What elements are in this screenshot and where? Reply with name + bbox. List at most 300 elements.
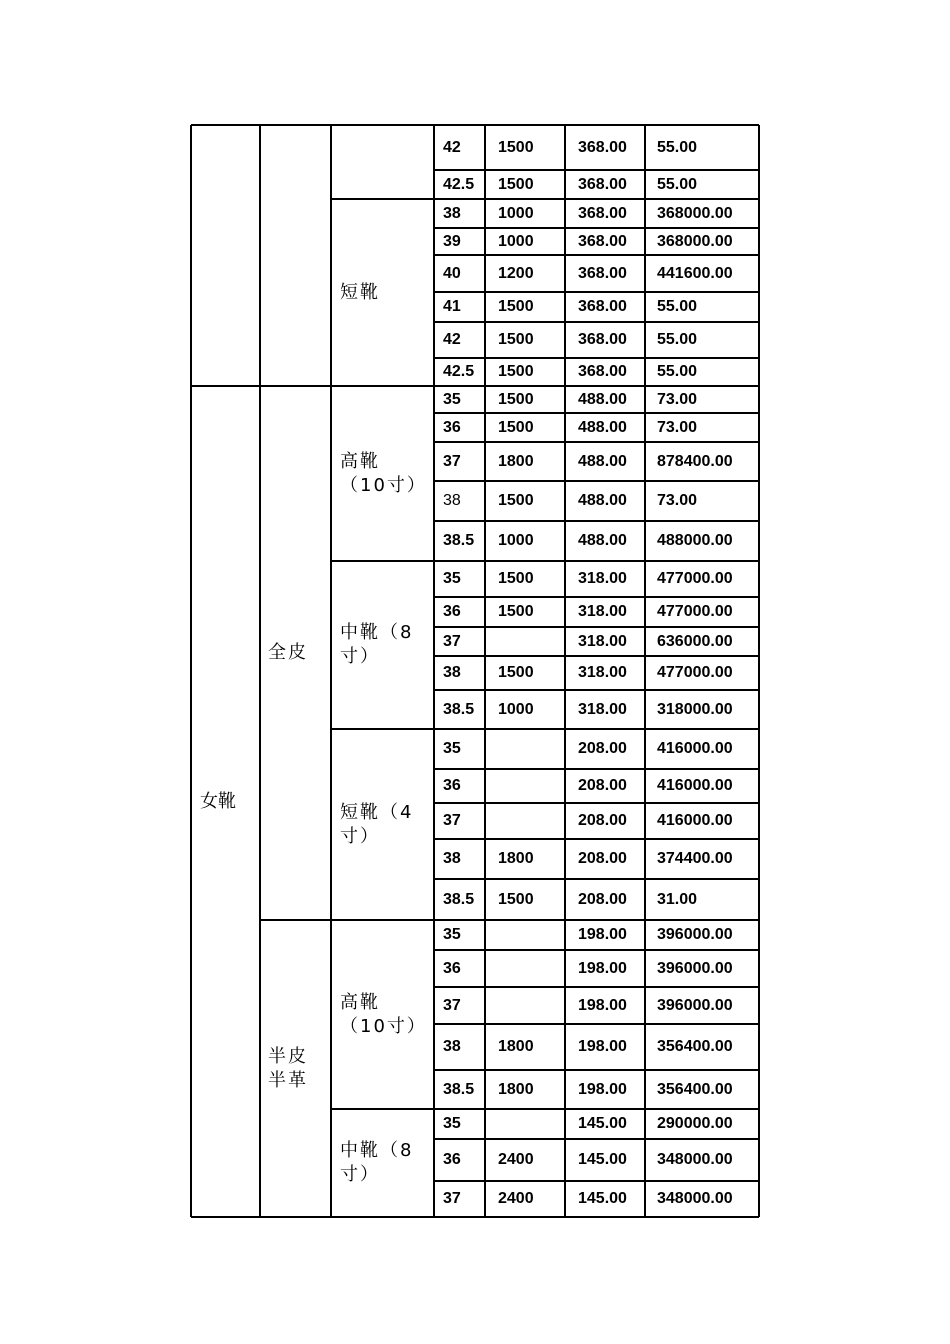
cell-qty-text: 1800 [498, 452, 534, 470]
cell-qty [498, 170, 565, 199]
cell-price [578, 656, 645, 690]
cell-price-text: 368.00 [578, 138, 627, 156]
cell-price-text: 145.00 [578, 1115, 627, 1132]
cell-total [657, 879, 759, 920]
cell-qty [498, 322, 565, 358]
cell-total-text: 55.00 [657, 175, 698, 193]
cell-total [657, 255, 759, 292]
cell-size [443, 521, 485, 561]
cell-total-text: 396000.00 [657, 926, 733, 943]
table-hline [434, 357, 759, 359]
cell-size-text: 42 [443, 138, 461, 156]
table-hline [434, 254, 759, 256]
cell-total [657, 1181, 759, 1217]
cell-price-text: 318.00 [578, 570, 627, 587]
category-label [200, 386, 257, 1217]
cell-total [657, 987, 759, 1024]
cell-price [578, 1070, 645, 1109]
cell-size-text: 38 [443, 492, 461, 509]
category-label-text: 女靴 [200, 790, 236, 812]
table-vline [484, 125, 486, 1217]
cell-qty [498, 228, 565, 255]
cell-qty [498, 879, 565, 920]
cell-qty-text: 1500 [498, 492, 534, 509]
cell-price [578, 413, 645, 442]
cell-size-text: 42.5 [443, 363, 475, 380]
cell-size-text: 37 [443, 1190, 461, 1207]
cell-price-text: 208.00 [578, 890, 627, 908]
cell-price [578, 481, 645, 521]
style-label-text: 中靴（8寸） [340, 622, 414, 667]
table-hline [434, 768, 759, 770]
cell-size-text: 40 [443, 264, 461, 282]
cell-price-text: 368.00 [578, 331, 627, 348]
cell-price-text: 488.00 [578, 452, 627, 470]
cell-price-text: 368.00 [578, 175, 627, 193]
table-hline [331, 1216, 434, 1218]
cell-price [578, 920, 645, 950]
table-hline [434, 1138, 759, 1140]
cell-qty [498, 413, 565, 442]
cell-total [657, 292, 759, 322]
table-hline [191, 1216, 260, 1218]
cell-price-text: 198.00 [578, 1080, 627, 1098]
style-label-text: 短靴（4寸） [340, 801, 414, 847]
cell-size [443, 442, 485, 481]
cell-qty-text: 1500 [498, 175, 534, 193]
cell-size-text: 37 [443, 812, 461, 829]
cell-total [657, 199, 759, 228]
cell-qty [498, 442, 565, 481]
cell-size-text: 39 [443, 232, 461, 250]
cell-size [443, 839, 485, 879]
cell-qty-text: 2400 [498, 1190, 534, 1207]
cell-total [657, 358, 759, 386]
cell-size [443, 597, 485, 627]
cell-total-text: 878400.00 [657, 452, 733, 470]
table-hline [331, 198, 434, 200]
cell-qty [498, 627, 565, 656]
cell-size [443, 413, 485, 442]
table-vline [330, 125, 332, 1217]
cell-total-text: 368000.00 [657, 204, 733, 222]
cell-price-text: 318.00 [578, 700, 627, 718]
table-hline [331, 385, 434, 387]
cell-total-text: 477000.00 [657, 603, 733, 620]
cell-size-text: 36 [443, 603, 461, 620]
cell-price [578, 803, 645, 839]
cell-qty-text: 1800 [498, 1080, 534, 1098]
cell-size [443, 1070, 485, 1109]
cell-total-text: 477000.00 [657, 570, 733, 587]
cell-qty [498, 199, 565, 228]
cell-size-text: 38 [443, 204, 461, 222]
table-hline [434, 441, 759, 443]
cell-qty [498, 987, 565, 1024]
cell-qty [498, 690, 565, 729]
cell-total-text: 73.00 [657, 418, 698, 436]
cell-total-text: 73.00 [657, 492, 698, 509]
cell-qty [498, 803, 565, 839]
cell-price [578, 690, 645, 729]
cell-price [578, 322, 645, 358]
cell-price [578, 442, 645, 481]
cell-total [657, 561, 759, 597]
cell-size-text: 35 [443, 570, 461, 587]
cell-size-text: 38.5 [443, 532, 475, 549]
cell-price [578, 729, 645, 769]
cell-qty-text: 1500 [498, 363, 534, 380]
cell-qty-text: 1200 [498, 264, 534, 282]
table-vline [644, 125, 646, 1217]
cell-price-text: 198.00 [578, 959, 627, 977]
cell-total [657, 125, 759, 170]
cell-price-text: 198.00 [578, 996, 627, 1014]
cell-price-text: 368.00 [578, 232, 627, 250]
cell-price-text: 488.00 [578, 390, 627, 408]
table-hline [434, 480, 759, 482]
cell-total-text: 396000.00 [657, 996, 733, 1014]
table-hline [434, 838, 759, 840]
cell-size [443, 322, 485, 358]
cell-total-text: 441600.00 [657, 264, 733, 282]
cell-price [578, 769, 645, 803]
cell-price [578, 255, 645, 292]
cell-qty [498, 950, 565, 987]
cell-size-text: 38.5 [443, 700, 475, 718]
table-hline [434, 655, 759, 657]
table-hline [260, 385, 331, 387]
cell-size [443, 358, 485, 386]
cell-qty [498, 597, 565, 627]
table-hline [260, 1216, 331, 1218]
cell-qty [498, 729, 565, 769]
table-vline [433, 125, 435, 1217]
cell-total-text: 396000.00 [657, 959, 733, 977]
table-hline [331, 728, 434, 730]
cell-price-text: 368.00 [578, 363, 627, 380]
cell-qty-text: 1800 [498, 850, 534, 867]
cell-qty-text: 1800 [498, 1038, 534, 1055]
table-hline [434, 169, 759, 171]
cell-size-text: 35 [443, 740, 461, 757]
table-hline [434, 728, 759, 730]
cell-qty-text: 1500 [498, 390, 534, 408]
cell-price [578, 1139, 645, 1181]
cell-price [578, 879, 645, 920]
cell-size-text: 38 [443, 850, 461, 867]
cell-size [443, 386, 485, 413]
cell-size-text: 35 [443, 1115, 461, 1132]
cell-price [578, 561, 645, 597]
cell-price [578, 839, 645, 879]
table-hline [434, 560, 759, 562]
cell-size [443, 199, 485, 228]
cell-total-text: 416000.00 [657, 812, 733, 829]
cell-size-text: 35 [443, 390, 461, 408]
table-hline [434, 198, 759, 200]
cell-total [657, 950, 759, 987]
cell-total-text: 356400.00 [657, 1038, 733, 1055]
cell-price-text: 145.00 [578, 1190, 627, 1207]
cell-total [657, 839, 759, 879]
material-label [268, 386, 323, 920]
cell-size-text: 37 [443, 452, 461, 470]
cell-total [657, 170, 759, 199]
table-hline [434, 520, 759, 522]
style-label [340, 920, 425, 1109]
cell-price-text: 488.00 [578, 492, 627, 509]
table-hline [434, 227, 759, 229]
cell-price-text: 368.00 [578, 264, 627, 282]
table-hline [191, 385, 260, 387]
material-label-text: 半皮半革 [268, 1045, 308, 1091]
category-label [200, 125, 257, 386]
cell-size-text: 38 [443, 1038, 461, 1055]
cell-size [443, 656, 485, 690]
cell-price [578, 386, 645, 413]
cell-qty-text: 1500 [498, 890, 534, 908]
style-label [340, 729, 425, 920]
cell-total [657, 920, 759, 950]
table-hline [434, 321, 759, 323]
style-label [340, 386, 425, 561]
cell-total-text: 318000.00 [657, 700, 733, 718]
cell-price [578, 199, 645, 228]
cell-size-text: 36 [443, 418, 461, 436]
cell-qty-text: 1000 [498, 204, 534, 222]
table-hline [434, 1180, 759, 1182]
cell-qty [498, 656, 565, 690]
cell-qty [498, 769, 565, 803]
cell-qty-text: 1500 [498, 418, 534, 436]
cell-total-text: 55.00 [657, 298, 698, 315]
style-label-text: 短靴 [340, 281, 380, 303]
cell-qty [498, 292, 565, 322]
cell-size [443, 481, 485, 521]
cell-total [657, 656, 759, 690]
table-hline [434, 802, 759, 804]
table-vline [758, 125, 760, 1217]
cell-total-text: 55.00 [657, 138, 698, 156]
cell-size [443, 1139, 485, 1181]
cell-size [443, 627, 485, 656]
cell-qty [498, 521, 565, 561]
cell-qty-text: 1500 [498, 298, 534, 315]
table-vline [190, 125, 192, 1217]
cell-total [657, 322, 759, 358]
style-label [340, 1109, 425, 1217]
cell-total [657, 803, 759, 839]
table-vline [259, 125, 261, 1217]
cell-price-text: 318.00 [578, 632, 627, 650]
cell-total [657, 1109, 759, 1139]
table-hline [434, 986, 759, 988]
table-hline [434, 1069, 759, 1071]
cell-size [443, 1181, 485, 1217]
cell-size [443, 920, 485, 950]
table-hline [331, 1108, 434, 1110]
cell-total-text: 348000.00 [657, 1151, 733, 1168]
cell-total [657, 1024, 759, 1070]
cell-price-text: 488.00 [578, 532, 627, 549]
style-label-text: 高靴（10寸） [340, 991, 427, 1037]
material-label-text: 全皮 [268, 642, 308, 663]
cell-price-text: 198.00 [578, 1038, 627, 1055]
cell-qty-text: 1500 [498, 331, 534, 348]
cell-total-text: 477000.00 [657, 664, 733, 681]
cell-price-text: 488.00 [578, 418, 627, 436]
table-hline [331, 919, 434, 921]
cell-size [443, 228, 485, 255]
cell-qty [498, 839, 565, 879]
cell-qty [498, 1109, 565, 1139]
cell-total [657, 442, 759, 481]
cell-total [657, 729, 759, 769]
table-hline [434, 124, 759, 126]
cell-total [657, 481, 759, 521]
cell-total [657, 690, 759, 729]
cell-total-text: 374400.00 [657, 850, 733, 867]
style-label [340, 561, 425, 729]
cell-size-text: 38 [443, 664, 461, 681]
cell-size [443, 690, 485, 729]
cell-qty [498, 920, 565, 950]
cell-qty-text: 2400 [498, 1151, 534, 1168]
cell-total [657, 521, 759, 561]
cell-total [657, 1070, 759, 1109]
cell-qty-text: 1000 [498, 232, 534, 250]
cell-size-text: 36 [443, 959, 461, 977]
cell-qty [498, 386, 565, 413]
cell-total [657, 769, 759, 803]
table-vline [564, 125, 566, 1217]
cell-total-text: 348000.00 [657, 1190, 733, 1207]
style-label [340, 199, 425, 386]
cell-price [578, 1181, 645, 1217]
cell-price [578, 597, 645, 627]
cell-size-text: 41 [443, 298, 461, 315]
cell-size [443, 561, 485, 597]
cell-price-text: 198.00 [578, 926, 627, 943]
cell-size-text: 42.5 [443, 175, 475, 193]
table-hline [434, 385, 759, 387]
cell-qty [498, 561, 565, 597]
cell-qty [498, 481, 565, 521]
table-hline [331, 560, 434, 562]
cell-total-text: 636000.00 [657, 632, 733, 650]
cell-total-text: 416000.00 [657, 777, 733, 794]
cell-price-text: 208.00 [578, 740, 627, 757]
cell-size [443, 729, 485, 769]
cell-price-text: 208.00 [578, 812, 627, 829]
table-hline [434, 596, 759, 598]
cell-size [443, 879, 485, 920]
cell-total [657, 627, 759, 656]
cell-size [443, 292, 485, 322]
cell-total [657, 386, 759, 413]
cell-price [578, 950, 645, 987]
material-label [268, 125, 323, 386]
cell-price [578, 170, 645, 199]
table-hline [260, 919, 331, 921]
cell-price-text: 368.00 [578, 298, 627, 315]
table-hline [434, 878, 759, 880]
table-hline [331, 124, 434, 126]
cell-qty [498, 1139, 565, 1181]
cell-price [578, 521, 645, 561]
cell-qty-text: 1000 [498, 700, 534, 718]
cell-qty [498, 1070, 565, 1109]
cell-total [657, 413, 759, 442]
cell-qty [498, 358, 565, 386]
table-hline [434, 1023, 759, 1025]
table-hline [434, 689, 759, 691]
cell-size-text: 37 [443, 632, 461, 650]
cell-price [578, 987, 645, 1024]
table-hline [434, 291, 759, 293]
style-label [340, 125, 425, 199]
cell-size-text: 38.5 [443, 890, 475, 908]
cell-qty-text: 1500 [498, 603, 534, 620]
cell-total-text: 368000.00 [657, 232, 733, 250]
cell-size [443, 170, 485, 199]
cell-price [578, 1109, 645, 1139]
table-hline [191, 124, 260, 126]
table-hline [260, 124, 331, 126]
table-hline [434, 919, 759, 921]
cell-size-text: 42 [443, 331, 461, 348]
cell-total [657, 1139, 759, 1181]
cell-size-text: 36 [443, 1151, 461, 1168]
material-label [268, 920, 323, 1217]
cell-qty-text: 1500 [498, 138, 534, 156]
cell-total-text: 488000.00 [657, 532, 733, 549]
cell-price-text: 145.00 [578, 1151, 627, 1168]
cell-qty [498, 1181, 565, 1217]
cell-price [578, 358, 645, 386]
cell-size [443, 769, 485, 803]
cell-total-text: 356400.00 [657, 1080, 733, 1098]
cell-total-text: 290000.00 [657, 1115, 733, 1132]
table-hline [434, 1108, 759, 1110]
cell-price-text: 208.00 [578, 777, 627, 794]
cell-price [578, 1024, 645, 1070]
cell-qty-text: 1500 [498, 664, 534, 681]
table-hline [434, 412, 759, 414]
cell-price [578, 228, 645, 255]
cell-qty-text: 1500 [498, 570, 534, 587]
cell-size [443, 255, 485, 292]
cell-price [578, 627, 645, 656]
cell-price-text: 368.00 [578, 204, 627, 222]
table-hline [434, 1216, 759, 1218]
cell-size [443, 1109, 485, 1139]
cell-qty [498, 125, 565, 170]
cell-size [443, 803, 485, 839]
cell-qty [498, 255, 565, 292]
cell-size [443, 1024, 485, 1070]
cell-size-text: 36 [443, 777, 461, 794]
cell-size [443, 987, 485, 1024]
cell-size-text: 37 [443, 996, 461, 1014]
style-label-text: 中靴（8寸） [340, 1140, 414, 1185]
cell-total-text: 416000.00 [657, 740, 733, 757]
cell-size [443, 950, 485, 987]
cell-size-text: 35 [443, 926, 461, 943]
cell-size-text: 38.5 [443, 1080, 475, 1098]
cell-qty [498, 1024, 565, 1070]
